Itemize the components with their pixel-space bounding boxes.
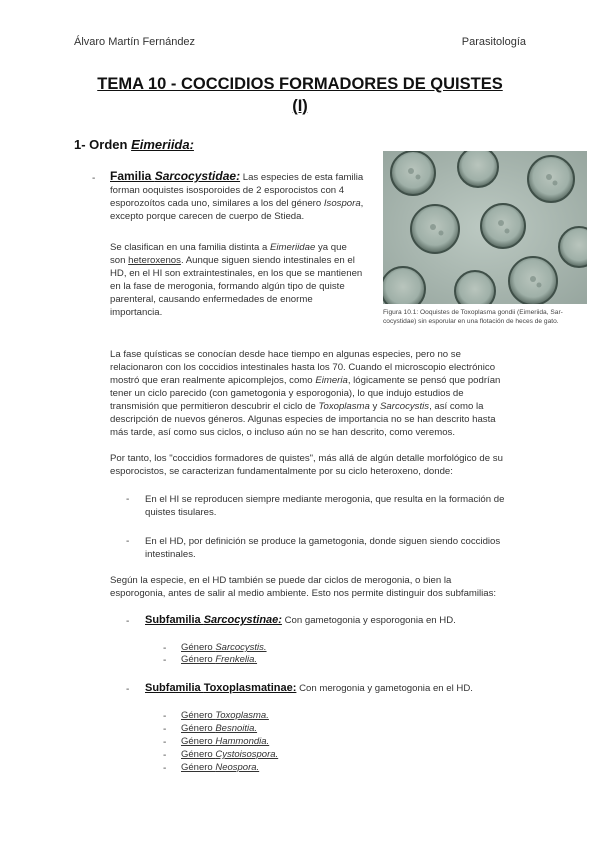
section-heading: 1- Orden Eimeriida: <box>74 137 194 152</box>
bullet-dash-2: - <box>126 536 130 547</box>
genus-link-toxoplasma[interactable]: Género Toxoplasma. <box>181 710 269 721</box>
genus-link-cystoisospora[interactable]: Género Cystoisospora. <box>181 749 279 760</box>
genus-bullet: - <box>163 724 167 735</box>
subfamily-toxoplasmatinae: Subfamilia Toxoplasmatinae: Con merogonia y gametogonia en el HD. <box>145 682 473 694</box>
paragraph-subfamilies-intro: Según la especie, en el HD también se puede dar ciclos de merogonia, o bien la esporogonia, antes de salir al medio ambiente. Esto nos permite distinguir dos subfamilias: <box>110 575 497 599</box>
genus-link-besnoitia[interactable]: Género Besnoitia. <box>181 723 258 734</box>
paragraph-history: La fase quísticas se conocían desde hace tiempo en algunas especies, pero no se relacionaron con los coccidios intestinales hasta los 70. Cuando el microscopio electrónico mostró que eran realmente apicomplejos, como Eimeria, lógicamente se pensó que podrían tener un ciclo parecido (con gametogonia y esporogonia), lo que indujo estudios de transmisión que permitieron descubrir el ciclo de Toxoplasma y Sarcocystis, así como la descripción de nuevos géneros. Algunas especies de importancia no se han descrito hasta más tarde, así como sus ciclos, o incluso aún no se han descrito, como veremos. <box>110 349 501 438</box>
genus-bullet: - <box>163 750 167 761</box>
genus-bullet: - <box>163 763 167 774</box>
subfamily-bullet-1: - <box>126 616 130 627</box>
subfamily-sarcocystinae: Subfamilia Sarcocystinae: Con gametogonia y esporogonia en HD. <box>145 614 456 626</box>
genus-link-neospora[interactable]: Género Neospora. <box>181 762 260 773</box>
family-paragraph-1: Familia Sarcocystidae: Las especies de esta familia forman ooquistes isosporoides de 2 esporocistos con 4 esporozoítos cada uno, similares a los del género Isospora, excepto porque carecen de cuerpo de Stieda. <box>110 169 364 222</box>
family-bullet: - <box>92 173 96 184</box>
family-paragraph-2: Se clasifican en una familia distinta a Eimeriidae ya que son heteroxenos. Aunque siguen siendo intestinales en el HD, en el HI son extraintestinales, en los que se mantienen en la fase de merogonia, formando algún tipo de quiste parenteral, causando enfermedades de enorme importancia. <box>110 242 363 318</box>
genus-bullet: - <box>163 655 167 666</box>
figure-caption: Figura 10.1: Ooquistes de Toxoplasma gondii (Eimeriida, Sar- cocystidae) sin esporular en una flotación de heces de gato. <box>383 309 563 325</box>
genus-link-frenkelia[interactable]: Género Frenkelia. <box>181 654 258 665</box>
bullet-text-hi: En el HI se reproducen siempre mediante merogonia, que resulta en la formación de quistes tisulares. <box>145 494 505 518</box>
page-title: TEMA 10 - COCCIDIOS FORMADORES DE QUISTES <box>97 75 503 93</box>
bullet-dash-1: - <box>126 494 130 505</box>
genus-bullet: - <box>163 737 167 748</box>
subfamily-bullet-2: - <box>126 684 130 695</box>
paragraph-heteroxenous: Por tanto, los "coccidios formadores de quistes", más allá de algún detalle morfológico de su esporocistos, se caracterizan fundamentalmente por su ciclo heteroxeno, donde: <box>110 453 503 477</box>
genus-bullet: - <box>163 711 167 722</box>
header-subject: Parasitología <box>461 36 526 48</box>
genus-bullet: - <box>163 643 167 654</box>
genus-link-sarcocystis[interactable]: Género Sarcocystis. <box>181 642 267 653</box>
oocyst-micrograph <box>383 151 587 304</box>
genus-link-hammondia[interactable]: Género Hammondia. <box>181 736 270 747</box>
header-author: Álvaro Martín Fernández <box>74 36 196 48</box>
page-title-line2: (I) <box>292 97 308 115</box>
bullet-text-hd: En el HD, por definición se produce la gametogonia, donde siguen siendo coccidios intestinales. <box>145 536 501 560</box>
